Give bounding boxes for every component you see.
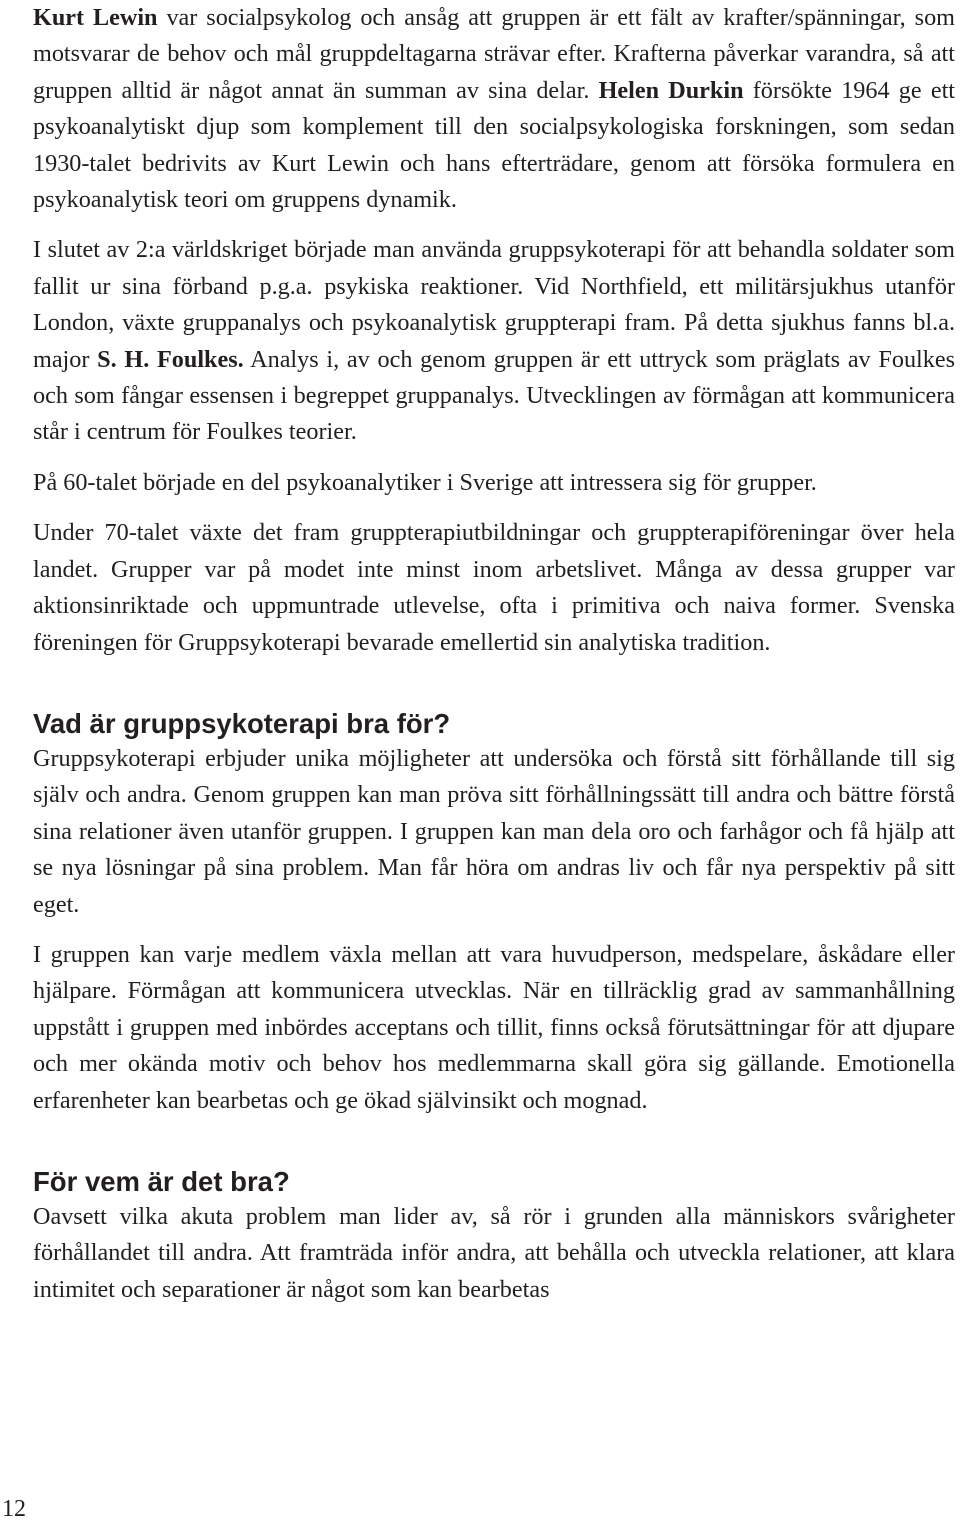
benefits-paragraph-1: Gruppsykoterapi erbjuder unika möjligheter att undersöka och förstå sitt förhållande till sig själv och andra. Genom gruppen kan man pröva sitt förhållningssätt till andra och bättre förstå sina relationer även utanför gruppen. I gruppen kan man dela oro och farhågor och få hjälp att se nya lösningar på sina problem. Man får höra om andras liv och får nya perspektiv på sitt eget. — [33, 744, 955, 918]
benefits-paragraph-2: I gruppen kan varje medlem växla mellan att vara huvudperson, medspelare, åskådare eller hjälpare. Förmågan att kommunicera utvecklas. När en tillräcklig grad av sammanhållning uppstått i gruppen med inbördes acceptans och tillit, finns också förutsättningar för att djupare och mer okända motiv och behov hos medlemmarna skall göra sig gällande. Emotionella erfarenheter kan bearbetas och ge ökad självinsikt och mognad. — [33, 940, 955, 1114]
intro-lewin-text: var socialpsykolog och ansåg att gruppen är ett fält av krafter/spänningar, som motsvarar de behov och mål gruppdeltagarna strävar efter. Krafterna påverkar varandra, så att gruppen alltid är något annat än summan av sina delar. — [33, 4, 955, 104]
audience-paragraph-1: Oavsett vilka akuta problem man lider av, så rör i grunden alla människors svårigheter förhållandet till andra. Att framträda inför andra, att behålla och utveckla relationer, att klara intimitet och separationer är något som kan bearbetas — [33, 1202, 955, 1303]
person-name-helen-durkin: Helen Durkin — [598, 76, 744, 104]
history-foulkes-text: Analys i, av och genom gruppen är ett uttryck som präglats av Foulkes och som fångar essensen i begreppet gruppanalys. Utvecklingen av förmågan att kommunicera står i centrum för Foulkes teorier. — [33, 345, 955, 446]
intro-paragraph — [33, 0, 955, 218]
intro-durkin-text: försökte 1964 ge ett psykoanalytiskt djup som komplement till den socialpsykologiska forskningen, som sedan 1930-talet bedrivits av Kurt Lewin och hans efterträdare, genom att försöka formulera en psykoanalytisk teori om gruppens dynamik. — [33, 76, 956, 214]
page-content — [33, 0, 955, 1308]
history-paragraph-war — [33, 232, 955, 450]
person-name-kurt-lewin: Kurt Lewin — [33, 4, 158, 31]
history-paragraph-60s: På 60-talet började en del psykoanalytiker i Sverige att intressera sig för grupper. — [33, 468, 817, 496]
page-number: 12 — [2, 1496, 26, 1522]
history-war-text: I slutet av 2:a världskriget började man använda gruppsykoterapi för att behandla soldater som fallit ur sina förband p.g.a. psykiska reaktioner. Vid Northfield, ett militärsjukhus utanför London, växte gruppanalys och psykoanalytisk gruppterapi fram. På detta sjukhus fanns bl.a. major — [33, 236, 955, 373]
person-name-foulkes: S. H. Foulkes. — [97, 345, 244, 373]
history-paragraph-70s: Under 70-talet växte det fram gruppterapiutbildningar och gruppterapiföreningar över hela landet. Grupper var på modet inte minst inom arbetslivet. Många av dessa grupper var aktionsinriktade och uppmuntrade utlevelse, ofta i primitiva och naiva former. Svenska föreningen för Gruppsykoterapi bevarade emellertid sin analytiska tradition. — [33, 519, 955, 656]
section-heading-benefits: Vad är gruppsykoterapi bra för? — [33, 707, 451, 739]
section-heading-audience: För vem är det bra? — [33, 1165, 290, 1197]
